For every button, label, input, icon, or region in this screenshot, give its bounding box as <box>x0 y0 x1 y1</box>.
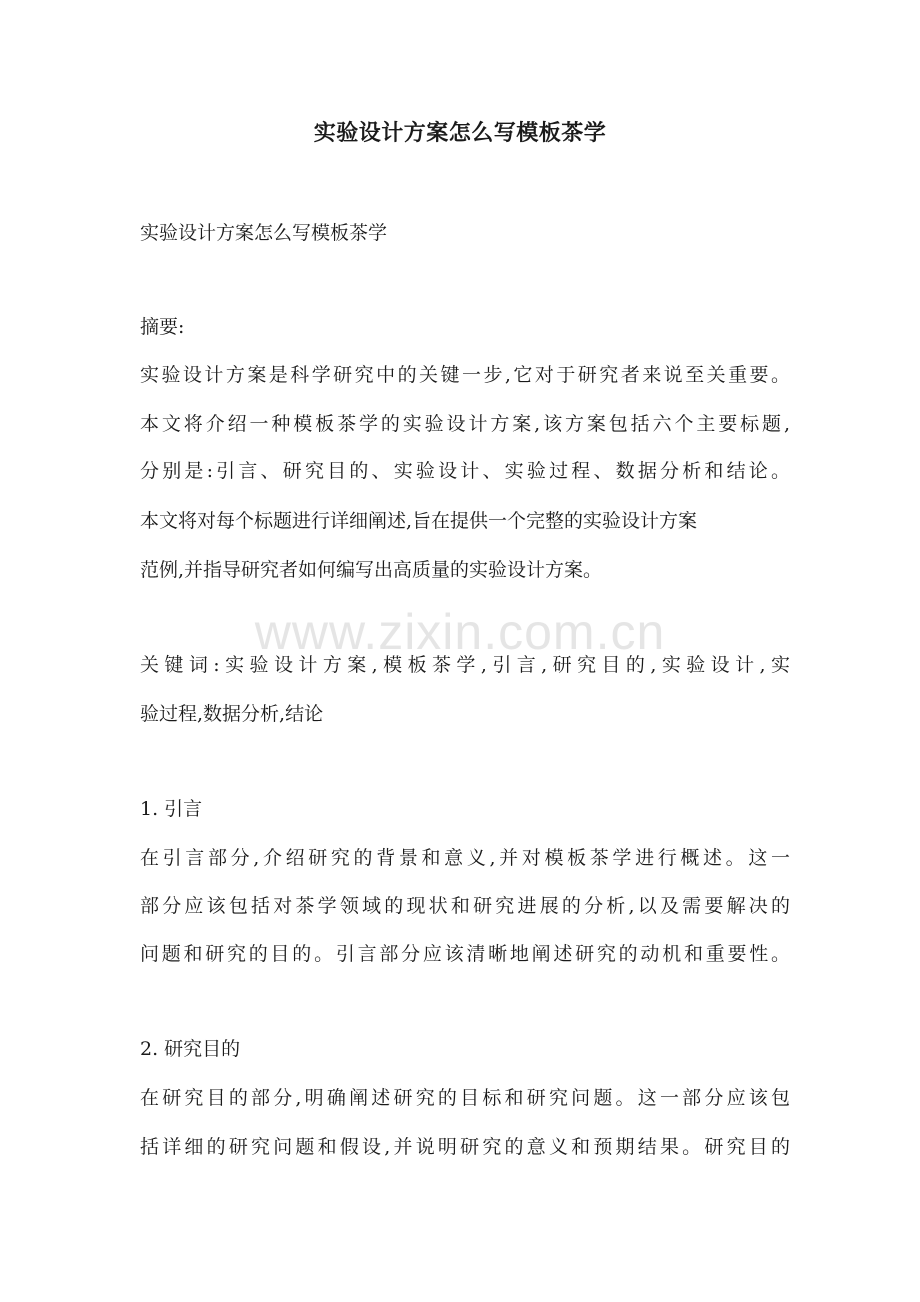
abstract-line: 本文将介绍一种模板茶学的实验设计方案,该方案包括六个主要标题, <box>140 413 790 435</box>
abstract-line: 分别是:引言、研究目的、实验设计、实验过程、数据分析和结论。 <box>140 460 790 482</box>
section-paragraph-line: 在研究目的部分,明确阐述研究的目标和研究问题。这一部分应该包 <box>140 1087 790 1109</box>
abstract-line: 本文将对每个标题进行详细阐述,旨在提供一个完整的实验设计方案 <box>140 510 698 532</box>
abstract-line: 实验设计方案是科学研究中的关键一步,它对于研究者来说至关重要。 <box>140 364 790 386</box>
section-paragraph-line: 问题和研究的目的。引言部分应该清晰地阐述研究的动机和重要性。 <box>140 943 790 965</box>
section-paragraph-line: 部分应该包括对茶学领域的现状和研究进展的分析,以及需要解决的 <box>140 895 790 917</box>
section-heading: 1. 引言 <box>140 798 203 820</box>
section-heading: 2. 研究目的 <box>140 1038 241 1060</box>
keywords-line: 验过程,数据分析,结论 <box>140 703 324 725</box>
section-paragraph-line: 括详细的研究问题和假设,并说明研究的意义和预期结果。研究目的 <box>140 1136 790 1158</box>
watermark: www.zixin.com.cn <box>254 604 666 660</box>
section-paragraph-line: 在引言部分,介绍研究的背景和意义,并对模板茶学进行概述。这一 <box>140 847 790 869</box>
abstract-label: 摘要: <box>140 316 185 338</box>
document-title: 实验设计方案怎么写模板茶学 <box>313 120 607 146</box>
document-subtitle: 实验设计方案怎么写模板茶学 <box>140 222 388 244</box>
abstract-line: 范例,并指导研究者如何编写出高质量的实验设计方案。 <box>140 559 603 581</box>
keywords-line: 关键词:实验设计方案,模板茶学,引言,研究目的,实验设计,实 <box>140 654 790 676</box>
